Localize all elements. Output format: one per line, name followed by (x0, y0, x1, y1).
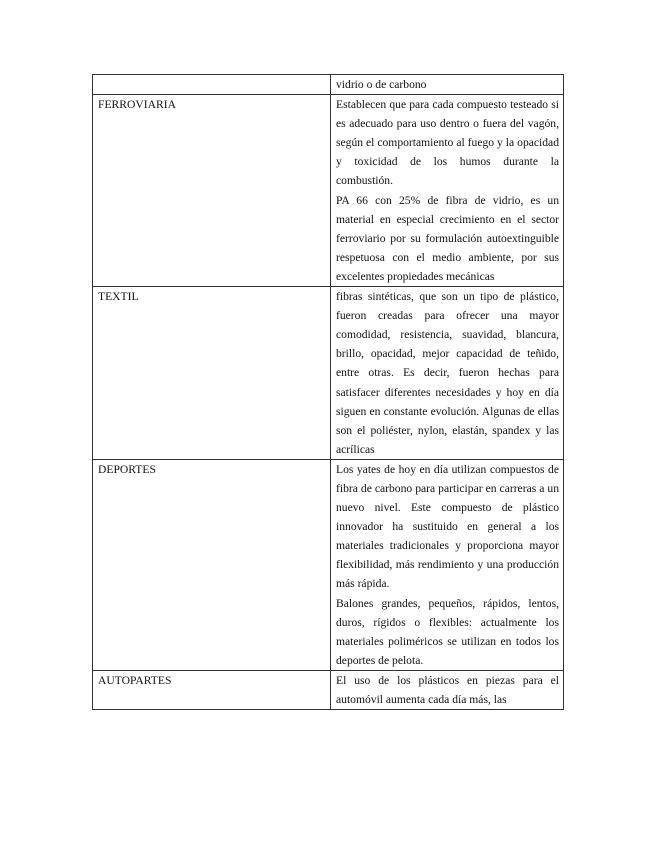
table-row (93, 459, 564, 670)
row-paragraph: vidrio o de carbono (336, 78, 427, 91)
row-paragraph: Establecen que para cada compuesto testeado si es adecuado para uso dentro o fuera del vagón, según el comportamiento al fuego y la opacidad y toxicidad de los humos durante la combustión. (336, 98, 559, 188)
row-body-cell (331, 459, 564, 670)
row-paragraph: Los yates de hoy en día utilizan compuestos de fibra de carbono para participar en carreras a un nuevo nivel. Este compuesto de plástico innovador ha sustituido en general a los materiales tradicionales y proporciona mayor flexibilidad, más rendimiento y una producción más rápida. (336, 462, 559, 591)
row-paragraph: Balones grandes, pequeños, rápidos, lentos, duros, rígidos o flexibles: actualmente los materiales poliméricos se utilizan en todos los deportes de pelota. (336, 596, 559, 667)
row-body-cell (331, 95, 564, 287)
row-body-cell (331, 287, 564, 460)
table-row (93, 670, 564, 709)
table-row (93, 75, 564, 95)
row-paragraph: PA 66 con 25% de fibra de vidrio, es un material en especial crecimiento en el sector ferroviario por su formulación autoextinguible respetuosa con el medio ambiente, por sus excelentes propiedades mecánicas (336, 193, 559, 283)
row-label-cell: TEXTIL (93, 287, 331, 460)
row-paragraph: El uso de los plásticos en piezas para el automóvil aumenta cada día más, las (336, 673, 559, 706)
row-body-cell (331, 670, 564, 709)
row-label-cell: FERROVIARIA (93, 95, 331, 287)
row-label-cell: AUTOPARTES (93, 670, 331, 709)
row-paragraph: fibras sintéticas, que son un tipo de plástico, fueron creadas para ofrecer una mayor comodidad, resistencia, suavidad, blancura, brillo, opacidad, mejor capacidad de teñido, entre otras. Es decir, fueron hechas para satisfacer diferentes necesidades y hoy en día siguen en constante evolución. Algunas de ellas son el poliéster, nylon, elastán, spandex y las acrílicas (336, 290, 559, 456)
row-label-cell: DEPORTES (93, 459, 331, 670)
table-row (93, 95, 564, 287)
table-row (93, 287, 564, 460)
applications-table (92, 74, 564, 710)
row-label-cell (93, 75, 331, 95)
row-body-cell (331, 75, 564, 95)
